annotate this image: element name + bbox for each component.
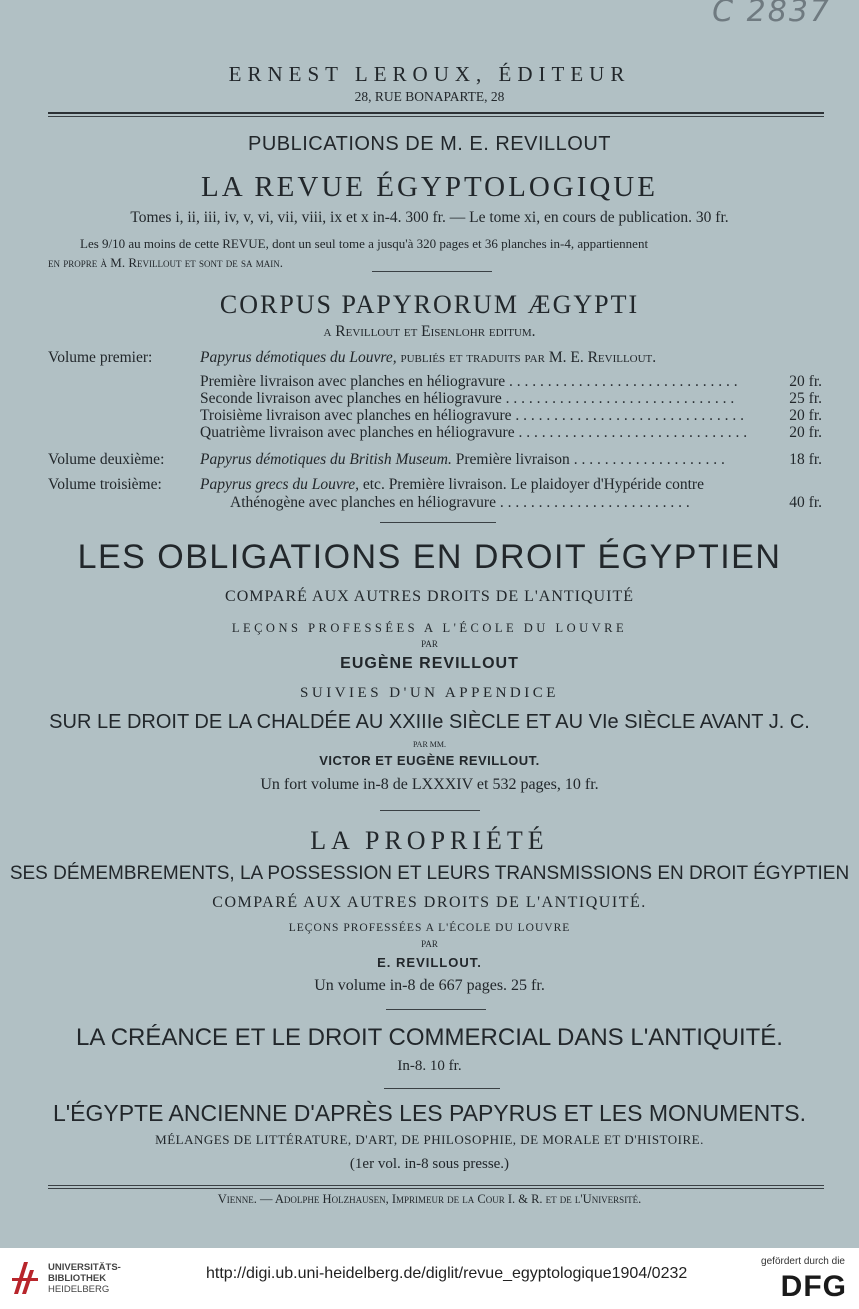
scanned-page: C 2837 ERNEST LEROUX, ÉDITEUR 28, RUE BONAPARTE, 28 PUBLICATIONS DE M. E. REVILLOUT LA REVUE ÉGYPTOLOGIQUE Tomes i, ii, iii, iv, v, vi, vii, viii, ix et x in-4. 300 fr. — Le tome xi, en cours de publication. 30 fr. Les 9/10 au moins de cette REVUE, dont un seul tome a jusqu'à 320 pages et 36 planches in-4, appartiennent en propre à M. Revillout et sont de sa main. CORPUS PAPYRORUM ÆGYPTI a Revillout et Eisenlohr editum. Volume premier: Papyrus démotiques du Louvre, publiés et traduits par M. E. Revillout. Première livraison avec planches en héliogravure . . . . . . . . . . . . . . . . . . . . . . . . . . . . . . 20 fr. Seconde livraison avec planches en héliogravure . . . . . . . . . . . . . . . . . . . . . . . . . . . . . . 25 fr. Troisième livraison avec planches en héliogravure . . . . . . . . . . . . . . . . . . . . . . . . . . . . . . 20 fr. Quatrième livraison avec planches en héliogravure . . . . . . . . . . . . . . . . . . . . . . . . . . . . . . 20 fr. Volume deuxième: Papyrus démotiques du British Museum. Première livraison . . . . . . . . . . . . . . . . . . . . 18 fr. Volume troisième: Papyrus grecs du Louvre, etc. Première livraison. Le plaidoyer d'Hypéride contre Athénogène avec planches en héliogravure . . . . . . . . . . . . . . . . . . . . . . . . . 40 fr. LES OBLIGATIONS EN DROIT ÉGYPTIEN COMPARÉ AUX AUTRES DROITS DE L'ANTIQUITÉ LEÇONS PROFESSÉES A L'ÉCOLE DU LOUVRE PAR EUGÈNE REVILLOUT SUIVIES D'UN APPENDICE SUR LE DROIT DE LA CHALDÉE AU XXIIIe SIÈCLE ET AU VIe SIÈCLE AVANT J. C. PAR MM. VICTOR ET EUGÈNE REVILLOUT. Un fort volume in-8 de LXXXIV et 532 pages, 10 fr. LA PROPRIÉTÉ SES DÉMEMBREMENTS, LA POSSESSION ET LEURS TRANSMISSIONS EN DROIT ÉGYPTIEN COMPARÉ AUX AUTRES DROITS DE L'ANTIQUITÉ. LEÇONS PROFESSÉES A L'ÉCOLE DU LOUVRE PAR E. REVILLOUT. Un volume in-8 de 667 pages. 25 fr. LA CRÉANCE ET LE DROIT COMMERCIAL DANS L'ANTIQUITÉ. In-8. 10 fr. L'ÉGYPTE ANCIENNE D'APRÈS LES PAPYRUS ET LES MONUMENTS. MÉLANGES DE LITTÉRATURE, D'ART, DE PHILOSOPHIE, DE MORALE ET D'HISTOIRE. (1er vol. in-8 sous presse.) Vienne. — Adolphe Holzhausen, Imprimeur de la Cour I. & R. et de l'Université. — [0, 0, 859, 1248]
obligations-appendix: SUR LE DROIT DE LA CHALDÉE AU XXIIIe SIÈCLE ET AU VIe SIÈCLE AVANT J. C. — [49, 711, 810, 733]
dfg-logo: DFG — [780, 1270, 847, 1303]
propriete-title: LA PROPRIÉTÉ — [310, 826, 549, 855]
item-text: Quatrième livraison avec planches en héliogravure — [200, 424, 515, 441]
propriete-subtitle1: SES DÉMEMBREMENTS, LA POSSESSION ET LEURS TRANSMISSIONS EN DROIT ÉGYPTIEN — [9, 863, 850, 884]
obligations-authors: VICTOR ET EUGÈNE REVILLOUT. — [319, 753, 540, 768]
item-price: 18 fr. — [786, 451, 822, 469]
propriete-volume: Un volume in-8 de 667 pages. 25 fr. — [314, 977, 545, 994]
divider — [380, 522, 496, 523]
revue-note-line2: en propre à M. Revillout et sont de sa main. — [48, 255, 283, 270]
footer-rule-top — [48, 1185, 824, 1186]
item-text: Première livraison avec planches en héliogravure — [200, 373, 506, 390]
publisher-address: 28, RUE BONAPARTE, 28 — [354, 89, 505, 104]
revue-title: LA REVUE ÉGYPTOLOGIQUE — [201, 171, 658, 203]
par-label: PAR — [421, 639, 438, 649]
item-text: Troisième livraison avec planches en héliogravure — [200, 407, 512, 424]
par-mm-label: PAR MM. — [412, 740, 447, 749]
library-name-line2: BIBLIOTHEK — [48, 1273, 107, 1284]
obligations-lecons: LEÇONS PROFESSÉES A L'ÉCOLE DU LOUVRE — [231, 621, 628, 635]
volume-title: Papyrus démotiques du British Museum. — [200, 451, 452, 468]
volume-title: Papyrus démotiques du Louvre, — [200, 349, 397, 366]
header-rule-top — [48, 112, 824, 114]
footer-rule-bottom — [48, 1188, 824, 1189]
item-price: 20 fr. — [786, 407, 822, 425]
handwritten-shelfmark: C 2837 — [712, 0, 831, 29]
university-library-logo-icon — [10, 1258, 40, 1298]
viewer-footer — [0, 1248, 859, 1309]
obligations-volume: Un fort volume in-8 de LXXXIV et 532 pages, 10 fr. — [260, 776, 599, 793]
par-label: PAR — [421, 939, 438, 949]
item-text: Athénogène avec planches en héliogravure — [230, 494, 496, 511]
volume-title: Papyrus grecs du Louvre, — [200, 476, 359, 493]
imprint-line: Vienne. — Adolphe Holzhausen, Imprimeur de la Cour I. & R. et de l'Université. — [217, 1192, 642, 1206]
revue-note-line1: Les 9/10 au moins de cette REVUE, dont un seul tome a jusqu'à 320 pages et 36 planches in-4, appartiennent — [80, 236, 649, 251]
funded-by-label: gefördert durch die — [761, 1256, 845, 1267]
item-text: Seconde livraison avec planches en héliogravure — [200, 390, 502, 407]
propriete-lecons: LEÇONS PROFESSÉES A L'ÉCOLE DU LOUVRE — [288, 922, 571, 934]
egypte-volume: (1er vol. in-8 sous presse.) — [349, 1156, 510, 1172]
volume-description: etc. Première livraison. Le plaidoyer d'Hypéride contre — [359, 476, 704, 493]
obligations-suivies: SUIVIES D'UN APPENDICE — [300, 685, 559, 701]
volume-description: Première livraison — [451, 451, 570, 468]
propriete-author: E. REVILLOUT. — [377, 955, 482, 970]
publications-heading: PUBLICATIONS DE M. E. REVILLOUT — [248, 133, 611, 155]
item-price: 40 fr. — [786, 494, 822, 512]
obligations-author: EUGÈNE REVILLOUT — [340, 655, 519, 672]
egypte-title: L'ÉGYPTE ANCIENNE D'APRÈS LES PAPYRUS ET LES MONUMENTS. — [52, 1100, 807, 1126]
volume-label: Volume premier: — [48, 349, 153, 366]
propriete-subtitle2: COMPARÉ AUX AUTRES DROITS DE L'ANTIQUITÉ. — [212, 894, 647, 911]
library-name — [48, 1262, 121, 1295]
divider — [372, 271, 492, 272]
publisher-name: ERNEST LEROUX, ÉDITEUR — [228, 62, 631, 86]
item-price: 25 fr. — [786, 390, 822, 408]
library-name-line3: HEIDELBERG — [48, 1284, 110, 1295]
corpus-subtitle: a Revillout et Eisenlohr editum. — [323, 323, 536, 340]
volume-label: Volume troisième: — [48, 476, 162, 493]
obligations-title: LES OBLIGATIONS EN DROIT ÉGYPTIEN — [77, 538, 782, 576]
header-rule-bottom — [48, 116, 824, 117]
obligations-subtitle: COMPARÉ AUX AUTRES DROITS DE L'ANTIQUITÉ — [225, 588, 634, 605]
permalink-url[interactable]: http://digi.ub.uni-heidelberg.de/diglit/revue_egyptologique1904/0232 — [206, 1265, 688, 1282]
divider — [384, 1088, 500, 1089]
divider — [386, 1009, 486, 1010]
divider — [380, 810, 480, 811]
library-name-line1: UNIVERSITÄTS- — [48, 1262, 121, 1273]
item-price: 20 fr. — [786, 424, 822, 442]
corpus-title: CORPUS PAPYRORUM ÆGYPTI — [219, 290, 640, 319]
item-price: 20 fr. — [786, 373, 822, 391]
creance-volume: In-8. 10 fr. — [397, 1058, 462, 1074]
egypte-subtitle: MÉLANGES DE LITTÉRATURE, D'ART, DE PHILOSOPHIE, DE MORALE ET D'HISTOIRE. — [155, 1132, 704, 1147]
volume-description: publiés et traduits par M. E. Revillout. — [396, 349, 657, 366]
volume-label: Volume deuxième: — [48, 451, 165, 468]
creance-title: LA CRÉANCE ET LE DROIT COMMERCIAL DANS L'ANTIQUITÉ. — [76, 1024, 783, 1051]
revue-tomes: Tomes i, ii, iii, iv, v, vi, vii, viii, ix et x in-4. 300 fr. — Le tome xi, en cours de publication. 30 fr. — [130, 209, 729, 226]
